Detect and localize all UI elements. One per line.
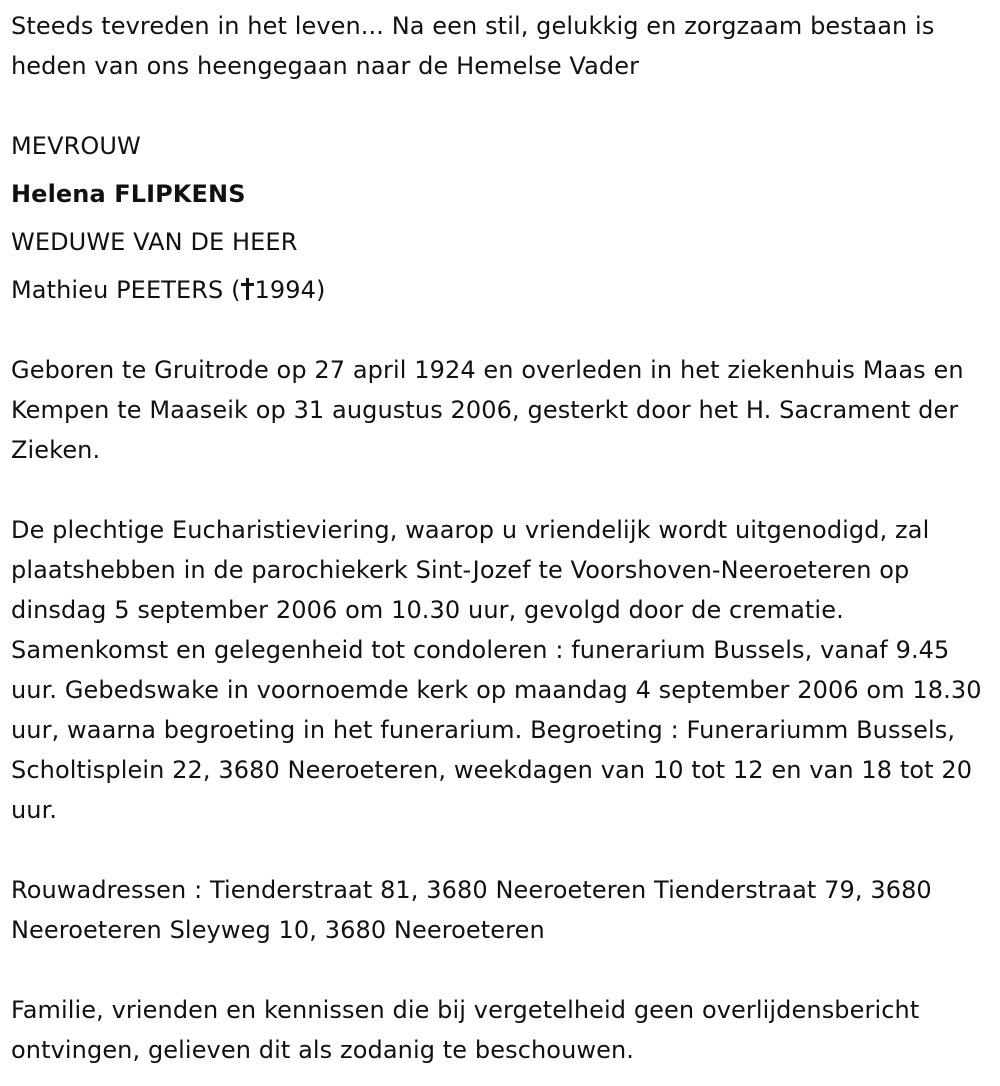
husband-name: Mathieu PEETERS ( — [11, 276, 241, 304]
husband-death-year: 1994) — [254, 276, 326, 304]
widow-of-label: WEDUWE VAN DE HEER — [11, 228, 298, 256]
honorific: MEVROUW — [11, 132, 141, 160]
husband-line — [11, 270, 326, 310]
funeral-service-paragraph: De plechtige Eucharistieviering, waarop u vriendelijk wordt uitgenodigd, zal plaatshebben in de parochiekerk Sint-Jozef te Voorshoven-Neeroeteren op dinsdag 5 september 2006 om 10.30 uur, gevolgd door de crematie. Samenkomst en gelegenheid tot condoleren : funerarium Bussels, vanaf 9.45 uur. Gebedswake in voornoemde kerk op maandag 4 september 2006 om 18.30 uur, waarna begroeting in het funerarium. Begroeting : Funerariumm Bussels, Scholtisplein 22, 3680 Neeroeteren, weekdagen van 10 tot 12 en van 18 tot 20 uur. — [11, 516, 982, 824]
birth-death-paragraph: Geboren te Gruitrode op 27 april 1924 en overleden in het ziekenhuis Maas en Kempen te Maaseik op 31 augustus 2006, gesterkt door het H. Sacrament der Zieken. — [11, 356, 964, 464]
deceased-name: Helena FLIPKENS — [11, 180, 246, 208]
mourning-addresses: Rouwadressen : Tienderstraat 81, 3680 Neeroeteren Tienderstraat 79, 3680 Neeroeteren Sleyweg 10, 3680 Neeroeteren — [11, 876, 932, 944]
intro-text: Steeds tevreden in het leven... Na een stil, gelukkig en zorgzaam bestaan is heden van ons heengegaan naar de Hemelse Vader — [11, 12, 935, 80]
closing-paragraph: Familie, vrienden en kennissen die bij vergetelheid geen overlijdensbericht ontvingen, gelieven dit als zodanig te beschouwen. — [11, 996, 920, 1064]
cross-icon — [241, 278, 254, 300]
